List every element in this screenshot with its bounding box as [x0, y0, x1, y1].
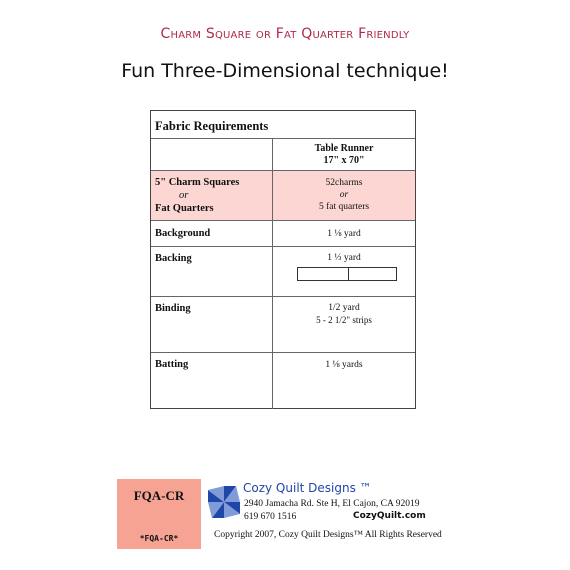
row-label-text: Batting [155, 359, 189, 370]
row-label-line1: 5" Charm Squares [155, 177, 240, 188]
table-row [151, 171, 415, 221]
company-name: Cozy Quilt Designs ™ [243, 481, 372, 495]
row-label [151, 221, 273, 246]
row-value: 1 ⅛ yards [325, 360, 363, 370]
row-value-line1: 52charms [325, 178, 363, 188]
backing-diagram-bar [297, 267, 397, 281]
row-label-text: Background [155, 228, 211, 239]
row-label-line2: or [179, 190, 189, 201]
row-label [151, 171, 273, 220]
row-value [273, 297, 415, 352]
table-row [151, 297, 415, 353]
headline: Fun Three-Dimensional technique! [121, 60, 449, 82]
subtitle: Charm Square or Fat Quarter Friendly [160, 26, 410, 42]
fabric-requirements-table [150, 110, 416, 409]
table-title-row [151, 111, 415, 139]
column-header [273, 139, 415, 170]
header-blank-cell [151, 139, 273, 170]
row-label-text: Binding [155, 303, 191, 314]
row-value-line1: 1/2 yard [328, 303, 360, 313]
row-value-line2: 5 - 2 1/2" strips [316, 315, 372, 325]
row-value-text: 1 ⅓ yard [327, 253, 361, 263]
company-website: CozyQuilt.com [353, 511, 426, 521]
company-phone: 619 670 1516 [244, 512, 297, 522]
pinwheel-logo-icon [206, 484, 242, 520]
column-header-line1: Table Runner [314, 143, 374, 154]
company-address: 2940 Jamacha Rd. Ste H, El Cajon, CA 92019 [244, 499, 420, 509]
pattern-barcode-text: *FQA-CR* [139, 534, 179, 543]
backing-bar-divider [348, 268, 349, 280]
row-label [151, 297, 273, 352]
table-header-row [151, 139, 415, 171]
copyright-notice: Copyright 2007, Cozy Quilt Designs™ All Rights Reserved [214, 530, 442, 540]
row-label-text: Backing [155, 253, 192, 264]
row-value-line3: 5 fat quarters [318, 202, 370, 212]
row-label [151, 247, 273, 296]
table-row [151, 353, 415, 409]
table-title: Fabric Requirements [155, 119, 269, 133]
row-value-line2: or [339, 190, 349, 200]
row-label [151, 353, 273, 409]
row-label-line3: Fat Quarters [155, 203, 214, 214]
row-value [273, 247, 415, 296]
table-row [151, 247, 415, 297]
pattern-code-box [117, 479, 201, 549]
pattern-code: FQA-CR [133, 488, 185, 503]
row-value [273, 171, 415, 220]
row-value: 1 ⅛ yard [327, 229, 361, 239]
table-row [151, 221, 415, 247]
column-header-line2: 17" x 70" [323, 155, 365, 166]
